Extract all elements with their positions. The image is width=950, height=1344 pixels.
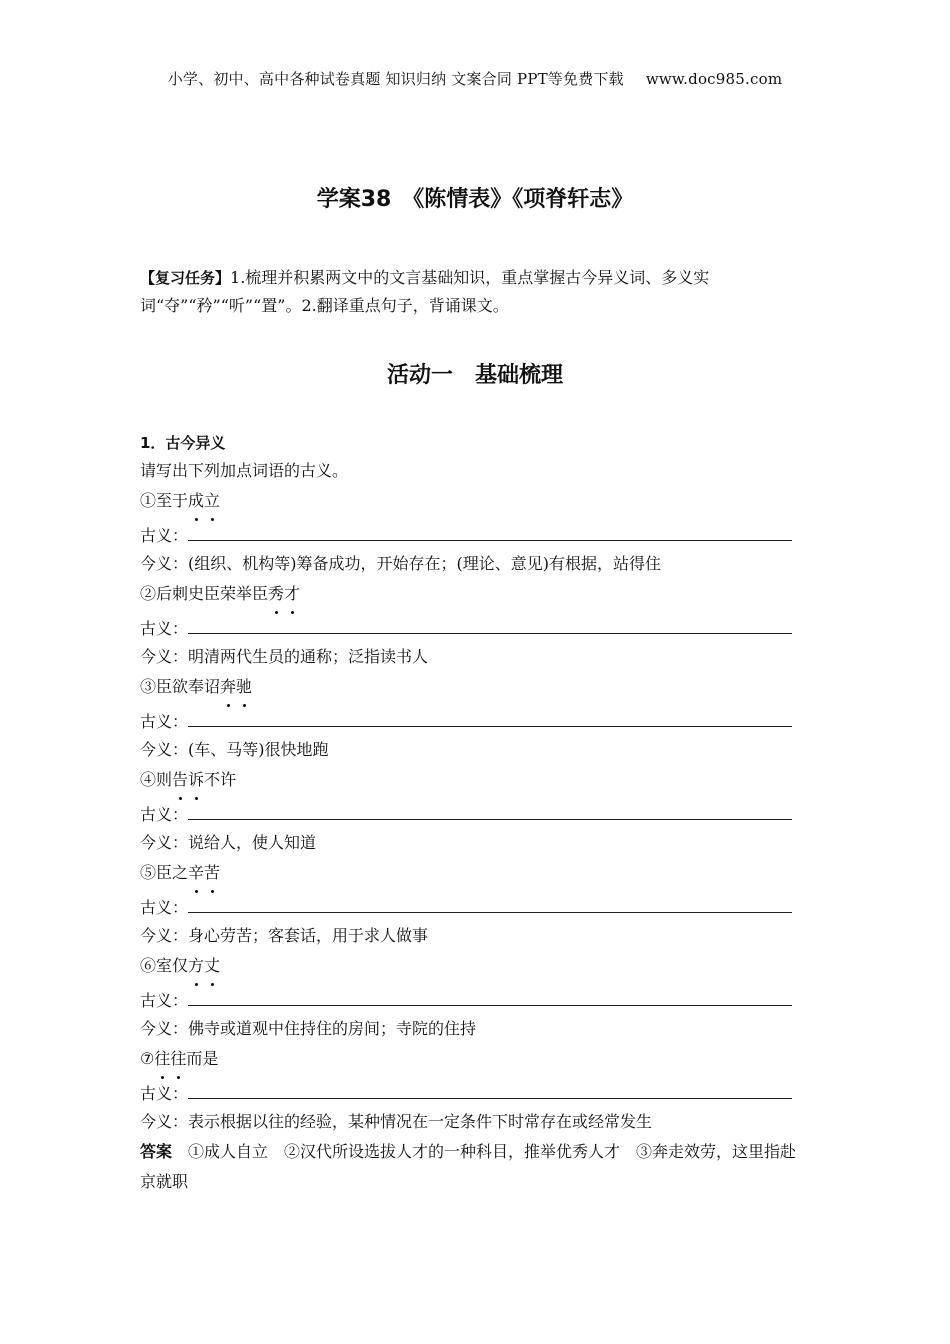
answer-label: 答案 <box>140 1142 173 1161</box>
question-item <box>140 579 812 609</box>
dotted-char: 辛 <box>188 858 204 888</box>
dotted-char: 立 <box>204 486 220 516</box>
section-title: 活动一 基础梳理 <box>386 363 563 388</box>
dotted-char: 驰 <box>236 672 252 702</box>
modern-meaning-label: 今义： <box>140 926 189 945</box>
item-number: ③ <box>140 677 157 696</box>
ancient-meaning-label: 古义： <box>140 619 189 638</box>
modern-meaning-text: (车、马等)很快地跑 <box>188 740 329 759</box>
question-item <box>140 951 812 981</box>
dotted-char: 成 <box>188 486 204 516</box>
question-item <box>140 1044 812 1074</box>
ancient-meaning-label: 古义： <box>140 1084 189 1103</box>
item-number: ⑥ <box>140 956 157 975</box>
modern-meaning-text: 身心劳苦；客套话，用于求人做事 <box>188 926 429 945</box>
item-prefix: 室仅 <box>156 956 189 975</box>
item-prefix: 至于 <box>156 491 189 510</box>
item-number: ② <box>140 584 157 603</box>
modern-meaning-text: 明清两代生员的通称；泛指读书人 <box>188 647 429 666</box>
review-task-text: 1.梳理并积累两文中的文言基础知识，重点掌握古今异义词、多义实词“夺”“矜”“听”“置”。2.翻译重点句子，背诵课文。 <box>140 268 710 315</box>
modern-meaning-text: 表示根据以往的经验，某种情况在一定条件下时常存在或经常发生 <box>188 1112 653 1131</box>
dotted-char: 方 <box>188 951 204 981</box>
modern-meaning-row <box>140 828 812 858</box>
ancient-meaning-row <box>140 516 812 549</box>
subsection-title: 1．古今异义 <box>140 434 226 452</box>
dotted-char: 苦 <box>204 858 220 888</box>
item-prefix: 臣欲奉诏 <box>156 677 221 696</box>
modern-meaning-label: 今义： <box>140 1019 189 1038</box>
ancient-meaning-row <box>140 702 812 735</box>
header-text: 小学、初中、高中各种试卷真题 知识归纳 文案合同 PPT等免费下载 <box>167 70 624 88</box>
modern-meaning-label: 今义： <box>140 833 189 852</box>
dotted-char: 奔 <box>220 672 236 702</box>
ancient-meaning-label: 古义： <box>140 712 189 731</box>
modern-meaning-row <box>140 642 812 672</box>
ancient-meaning-row <box>140 609 812 642</box>
header-site: www.doc985.com <box>645 70 783 88</box>
modern-meaning-row <box>140 921 812 951</box>
page-header <box>0 68 950 89</box>
modern-meaning-label: 今义： <box>140 647 189 666</box>
ancient-meaning-row <box>140 888 812 921</box>
review-task-tag: 【复习任务】 <box>140 269 231 287</box>
question-item <box>140 858 812 888</box>
ancient-meaning-row <box>140 1074 812 1107</box>
ancient-meaning-label: 古义： <box>140 526 189 545</box>
item-suffix: 而是 <box>186 1049 219 1068</box>
modern-meaning-label: 今义： <box>140 740 189 759</box>
question-item <box>140 672 812 702</box>
item-number: ① <box>140 491 157 510</box>
exercise-items <box>140 486 812 1137</box>
item-number: ⑦ <box>140 1049 155 1068</box>
item-prefix: 则 <box>156 770 173 789</box>
modern-meaning-text: (组织、机构等)筹备成功，开始存在；(理论、意见)有根据，站得住 <box>188 554 661 573</box>
answer <box>140 1137 812 1197</box>
ancient-meaning-row <box>140 981 812 1014</box>
modern-meaning-text: 说给人，使人知道 <box>188 833 317 852</box>
ancient-meaning-label: 古义： <box>140 805 189 824</box>
dotted-char: 丈 <box>204 951 220 981</box>
item-number: ④ <box>140 770 157 789</box>
dotted-char: 诉 <box>188 765 204 795</box>
instruction: 请写出下列加点词语的古义。 <box>140 461 349 480</box>
ancient-meaning-label: 古义： <box>140 898 189 917</box>
answer-blank[interactable] <box>188 803 792 820</box>
modern-meaning-row <box>140 735 812 765</box>
exercise-body <box>140 456 812 1197</box>
question-item <box>140 486 812 516</box>
modern-meaning-label: 今义： <box>140 1112 189 1131</box>
dotted-char: 秀 <box>268 579 284 609</box>
answer-blank[interactable] <box>188 1082 792 1099</box>
answer-blank[interactable] <box>188 617 792 634</box>
item-prefix: 后刺史臣荣举臣 <box>156 584 269 603</box>
answer-blank[interactable] <box>188 710 792 727</box>
answer-blank[interactable] <box>188 524 792 541</box>
ancient-meaning-row <box>140 795 812 828</box>
review-task <box>140 264 812 320</box>
modern-meaning-text: 佛寺或道观中住持住的房间；寺院的住持 <box>188 1019 477 1038</box>
item-prefix: 臣之 <box>156 863 189 882</box>
dotted-char: 往 <box>154 1044 170 1074</box>
ancient-meaning-label: 古义： <box>140 991 189 1010</box>
dotted-char: 往 <box>170 1044 186 1074</box>
modern-meaning-label: 今义： <box>140 554 189 573</box>
dotted-char: 才 <box>284 579 300 609</box>
answer-blank[interactable] <box>188 989 792 1006</box>
item-number: ⑤ <box>140 863 157 882</box>
modern-meaning-row <box>140 549 812 579</box>
modern-meaning-row <box>140 1107 812 1137</box>
answer-text: ①成人自立 ②汉代所设选拔人才的一种科目，推举优秀人才 ③奔走效劳，这里指赴京就职 <box>140 1142 797 1191</box>
page-title: 学案38 《陈情表》《项脊轩志》 <box>316 187 634 212</box>
question-item <box>140 765 812 795</box>
item-suffix: 不许 <box>204 770 237 789</box>
answer-blank[interactable] <box>188 896 792 913</box>
dotted-char: 告 <box>172 765 188 795</box>
modern-meaning-row <box>140 1014 812 1044</box>
